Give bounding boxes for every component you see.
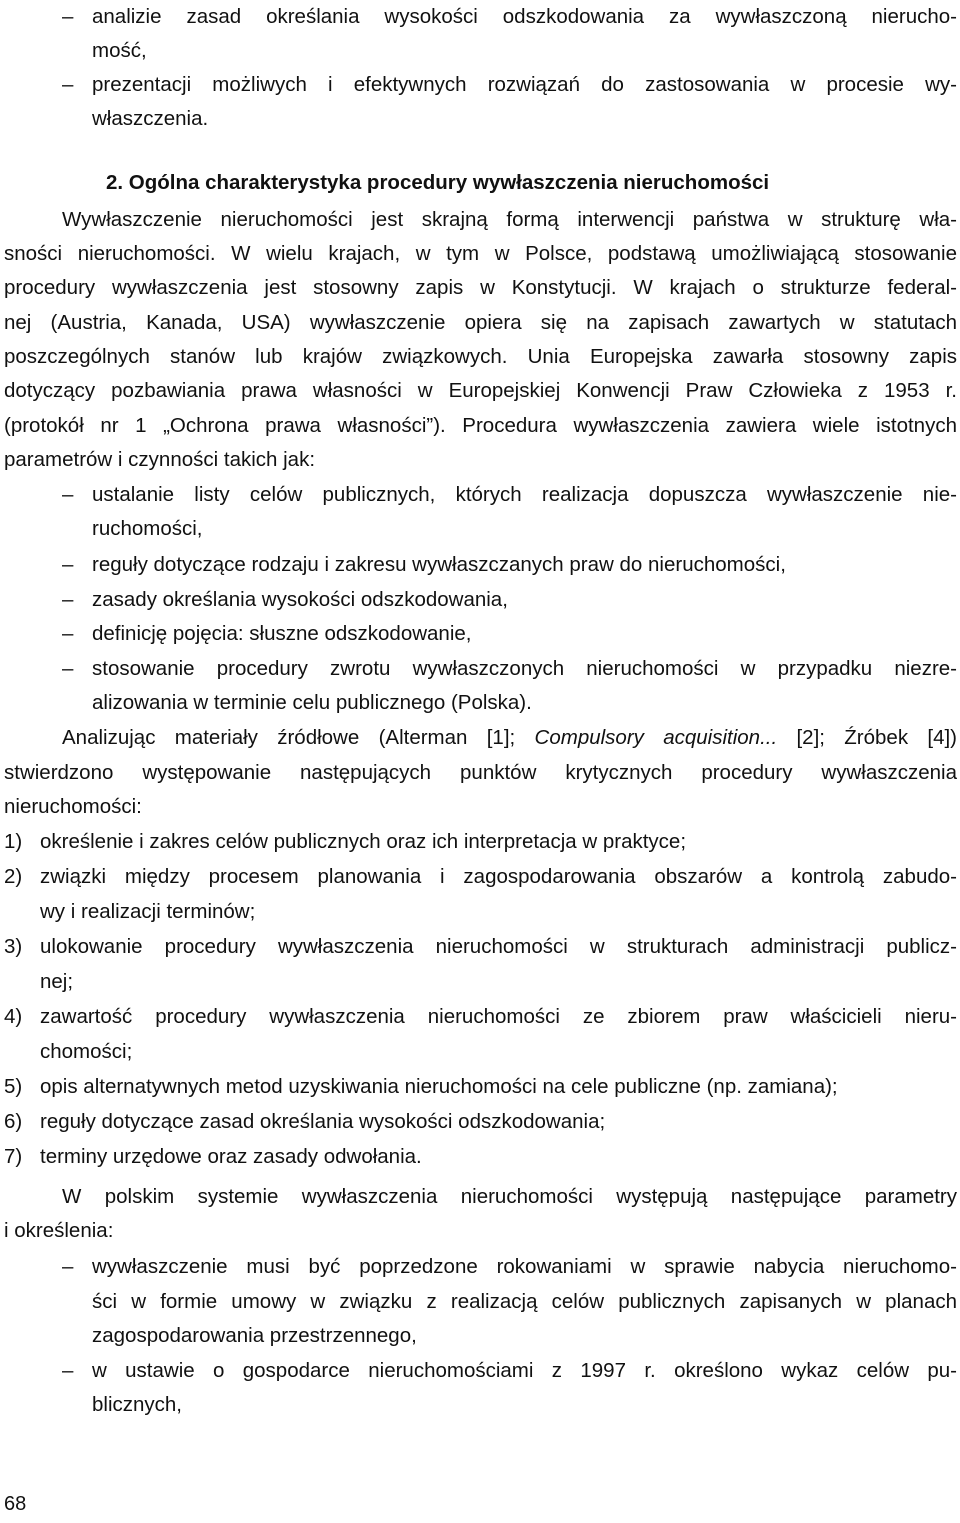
list-item-continuation: mość,: [92, 39, 147, 62]
paragraph-line-with-citation: [62, 721, 957, 755]
numbered-item: ulokowanie procedury wywłaszczenia nieruchomości w strukturach administracji publicz-: [40, 935, 957, 958]
list-dash: –: [62, 73, 74, 96]
numbered-item: reguły dotyczące zasad określania wysokości odszkodowania;: [40, 1110, 606, 1133]
list-item-continuation: zagospodarowania przestrzennego,: [92, 1324, 417, 1347]
list-item-continuation: blicznych,: [92, 1393, 183, 1416]
list-item: wywłaszczenie musi być poprzedzone rokowaniami w sprawie nabycia nieruchomo-: [92, 1255, 957, 1278]
text-run: Analizując materiały źródłowe (Alterman [1];: [62, 726, 535, 749]
list-item: w ustawie o gospodarce nieruchomościami z 1997 r. określono wykaz celów pu-: [92, 1359, 957, 1382]
list-item: zasady określania wysokości odszkodowania,: [92, 588, 508, 611]
page-number: 68: [4, 1493, 27, 1515]
list-dash: –: [62, 483, 74, 506]
list-item-continuation: ści w formie umowy w związku z realizacją celów publicznych zapisanych w planach: [92, 1290, 957, 1313]
list-item-continuation: właszczenia.: [92, 107, 209, 130]
list-item-continuation: alizowania w terminie celu publicznego (Polska).: [92, 691, 532, 714]
numbered-item-continuation: chomości;: [40, 1040, 133, 1063]
list-number: 7): [4, 1145, 23, 1168]
list-dash: –: [62, 622, 74, 645]
list-dash: –: [62, 5, 74, 28]
paragraph-line: procedury wywłaszczenia jest stosowny zapis w Konstytucji. W krajach o strukturze federal-: [4, 276, 957, 299]
list-item: analizie zasad określania wysokości odszkodowania za wywłaszczoną nierucho-: [92, 5, 957, 28]
numbered-item-continuation: wy i realizacji terminów;: [40, 900, 256, 923]
paragraph-line: parametrów i czynności takich jak:: [4, 448, 316, 471]
section-heading: 2. Ogólna charakterystyka procedury wywłaszczenia nieruchomości: [106, 171, 770, 194]
paragraph-line: i określenia:: [4, 1219, 114, 1242]
numbered-item: określenie i zakres celów publicznych oraz ich interpretacja w praktyce;: [40, 830, 687, 853]
list-item: ustalanie listy celów publicznych, których realizacja dopuszcza wywłaszczenie nie-: [92, 483, 957, 506]
numbered-item: związki między procesem planowania i zagospodarowania obszarów a kontrolą zabudo-: [40, 865, 957, 888]
paragraph-line: sności nieruchomości. W wielu krajach, w tym w Polsce, podstawą umożliwiającą stosowanie: [4, 242, 957, 265]
list-number: 1): [4, 830, 23, 853]
text-run: [2]; Źróbek [4]): [777, 726, 958, 749]
list-dash: –: [62, 1359, 74, 1382]
numbered-item: zawartość procedury wywłaszczenia nieruchomości ze zbiorem praw właścicieli nieru-: [40, 1005, 957, 1028]
paragraph-line: (protokół nr 1 „Ochrona prawa własności”). Procedura wywłaszczenia zawiera wiele istotnych: [4, 414, 957, 437]
list-number: 3): [4, 935, 23, 958]
list-item: reguły dotyczące rodzaju i zakresu wywłaszczanych praw do nieruchomości,: [92, 553, 786, 576]
list-item-continuation: ruchomości,: [92, 517, 203, 540]
paragraph-line: W polskim systemie wywłaszczenia nieruchomości występują następujące parametry: [62, 1185, 957, 1208]
list-number: 6): [4, 1110, 23, 1133]
paragraph-line: stwierdzono występowanie następujących punktów krytycznych procedury wywłaszczenia: [4, 761, 957, 784]
list-number: 5): [4, 1075, 23, 1098]
list-dash: –: [62, 657, 74, 680]
list-item: prezentacji możliwych i efektywnych rozwiązań do zastosowania w procesie wy-: [92, 73, 957, 96]
numbered-item: terminy urzędowe oraz zasady odwołania.: [40, 1145, 422, 1168]
list-number: 4): [4, 1005, 23, 1028]
list-number: 2): [4, 865, 23, 888]
numbered-item-continuation: nej;: [40, 970, 74, 993]
list-dash: –: [62, 588, 74, 611]
italic-title: Compulsory acquisition...: [534, 726, 778, 749]
numbered-item: opis alternatywnych metod uzyskiwania nieruchomości na cele publiczne (np. zamiana);: [40, 1075, 838, 1098]
list-item: stosowanie procedury zwrotu wywłaszczonych nieruchomości w przypadku niezre-: [92, 657, 957, 680]
list-dash: –: [62, 553, 74, 576]
paragraph-line: nej (Austria, Kanada, USA) wywłaszczenie opiera się na zapisach zawartych w statutach: [4, 311, 957, 334]
paragraph-line: dotyczący pozbawiania prawa własności w Europejskiej Konwencji Praw Człowieka z 1953 r.: [4, 379, 957, 402]
paragraph-line: poszczególnych stanów lub krajów związkowych. Unia Europejska zawarła stosowny zapis: [4, 345, 957, 368]
paragraph-line: Wywłaszczenie nieruchomości jest skrajną formą interwencji państwa w strukturę wła-: [62, 208, 957, 231]
list-item: definicję pojęcia: słuszne odszkodowanie,: [92, 622, 472, 645]
list-dash: –: [62, 1255, 74, 1278]
paragraph-line: nieruchomości:: [4, 795, 142, 818]
